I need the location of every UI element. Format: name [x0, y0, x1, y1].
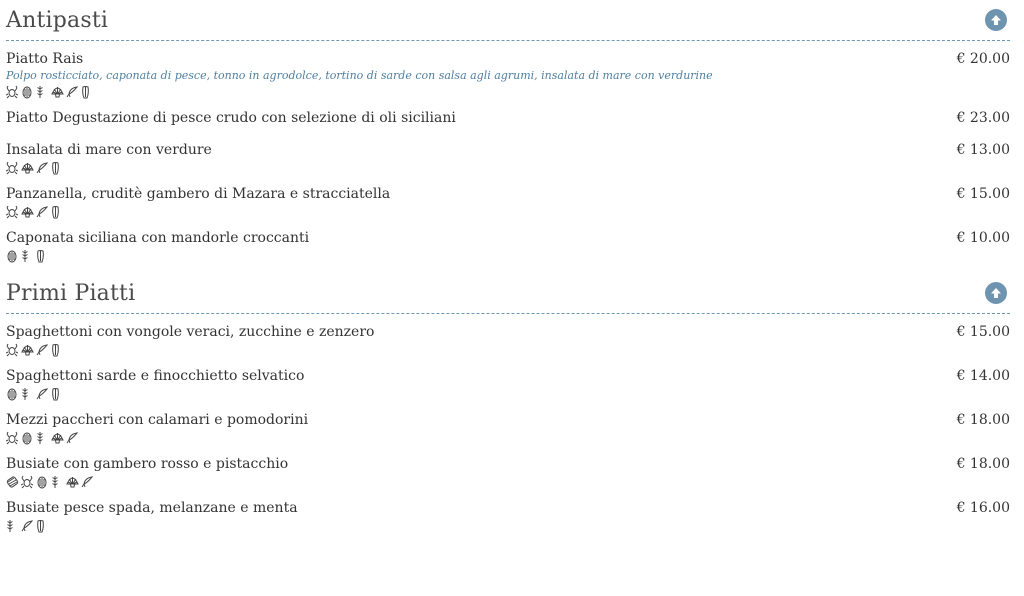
menu-item	[6, 185, 1010, 221]
dish-price: € 18.00	[956, 412, 1010, 428]
allergen-icons	[6, 429, 947, 447]
gluten-icon	[51, 475, 63, 489]
menu-item	[6, 50, 1010, 101]
fish-icon	[66, 85, 78, 99]
shellfish-icon	[21, 205, 33, 219]
menu-item-details	[6, 367, 947, 403]
gluten-icon	[21, 387, 33, 401]
dish-name: Insalata di mare con verdure	[6, 142, 212, 158]
celery-icon	[51, 387, 63, 401]
section-title: Antipasti	[6, 7, 109, 33]
dish-name: Busiate con gambero rosso e pistacchio	[6, 456, 289, 472]
crustacean-icon	[6, 85, 18, 99]
back-to-top-button[interactable]	[985, 9, 1007, 31]
menu-item	[6, 411, 1010, 447]
shellfish-icon	[66, 475, 78, 489]
arrow-up-icon	[989, 13, 1003, 27]
allergen-icons	[6, 341, 947, 359]
celery-icon	[51, 343, 63, 357]
menu-item-details	[6, 323, 947, 359]
egg-icon	[21, 85, 33, 99]
allergen-icons	[6, 159, 947, 177]
allergen-icons	[6, 473, 947, 491]
fish-icon	[36, 343, 48, 357]
crustacean-icon	[6, 343, 18, 357]
allergen-icons	[6, 83, 947, 101]
dish-price: € 13.00	[956, 142, 1010, 158]
crustacean-icon	[6, 431, 18, 445]
menu-item	[6, 229, 1010, 265]
dish-price: € 18.00	[956, 456, 1010, 472]
menu-item-details	[6, 141, 947, 177]
egg-icon	[6, 387, 18, 401]
celery-icon	[36, 249, 48, 263]
crustacean-icon	[6, 205, 18, 219]
menu-item-details	[6, 499, 947, 535]
fish-icon	[36, 161, 48, 175]
shellfish-icon	[21, 343, 33, 357]
dish-price: € 23.00	[956, 110, 1010, 126]
section-items	[6, 41, 1010, 265]
allergen-icons	[6, 203, 947, 221]
dish-price: € 15.00	[956, 324, 1010, 340]
menu-item	[6, 499, 1010, 535]
menu-item-details	[6, 185, 947, 221]
shellfish-icon	[51, 85, 63, 99]
dish-name: Mezzi paccheri con calamari e pomodorini	[6, 412, 309, 428]
menu-item-details	[6, 50, 947, 101]
fish-icon	[36, 205, 48, 219]
fish-icon	[36, 387, 48, 401]
dish-price: € 14.00	[956, 368, 1010, 384]
menu-item-details	[6, 109, 947, 133]
celery-icon	[51, 161, 63, 175]
dish-price: € 20.00	[956, 51, 1010, 67]
section-header	[6, 273, 1010, 314]
dish-name: Spaghettoni sarde e finocchietto selvatico	[6, 368, 305, 384]
dish-name: Spaghettoni con vongole veraci, zucchine e zenzero	[6, 324, 375, 340]
gluten-icon	[36, 85, 48, 99]
dish-name: Panzanella, cruditè gambero di Mazara e stracciatella	[6, 186, 391, 202]
gluten-icon	[21, 249, 33, 263]
dish-description: Polpo rosticciato, caponata di pesce, tonno in agrodolce, tortino di sarde con salsa agli agrumi, insalata di mare con verdurine	[6, 69, 713, 82]
menu-item	[6, 141, 1010, 177]
allergen-icons	[6, 517, 947, 535]
shellfish-icon	[51, 431, 63, 445]
menu-item-details	[6, 411, 947, 447]
dish-name: Caponata siciliana con mandorle croccanti	[6, 230, 310, 246]
menu-item	[6, 455, 1010, 491]
fish-icon	[21, 519, 33, 533]
egg-icon	[6, 249, 18, 263]
crustacean-icon	[21, 475, 33, 489]
section-title: Primi Piatti	[6, 280, 136, 306]
menu-item-details	[6, 229, 947, 265]
fish-icon	[66, 431, 78, 445]
dish-name: Piatto Degustazione di pesce crudo con selezione di oli siciliani	[6, 110, 456, 126]
celery-icon	[36, 519, 48, 533]
gluten-icon	[6, 519, 18, 533]
menu-item-details	[6, 455, 947, 491]
dish-price: € 15.00	[956, 186, 1010, 202]
arrow-up-icon	[989, 286, 1003, 300]
dish-price: € 10.00	[956, 230, 1010, 246]
egg-icon	[21, 431, 33, 445]
nuts-icon	[6, 475, 18, 489]
section-header	[6, 0, 1010, 41]
dish-name: Piatto Rais	[6, 51, 84, 67]
crustacean-icon	[6, 161, 18, 175]
egg-icon	[36, 475, 48, 489]
section-items	[6, 314, 1010, 535]
shellfish-icon	[21, 161, 33, 175]
dish-price: € 16.00	[956, 500, 1010, 516]
gluten-icon	[36, 431, 48, 445]
fish-icon	[81, 475, 93, 489]
dish-name: Busiate pesce spada, melanzane e menta	[6, 500, 298, 516]
menu-item	[6, 367, 1010, 403]
menu-item	[6, 109, 1010, 133]
allergen-icons	[6, 127, 947, 133]
allergen-icons	[6, 247, 947, 265]
menu-item	[6, 323, 1010, 359]
celery-icon	[51, 205, 63, 219]
celery-icon	[81, 85, 93, 99]
back-to-top-button[interactable]	[985, 282, 1007, 304]
allergen-icons	[6, 385, 947, 403]
